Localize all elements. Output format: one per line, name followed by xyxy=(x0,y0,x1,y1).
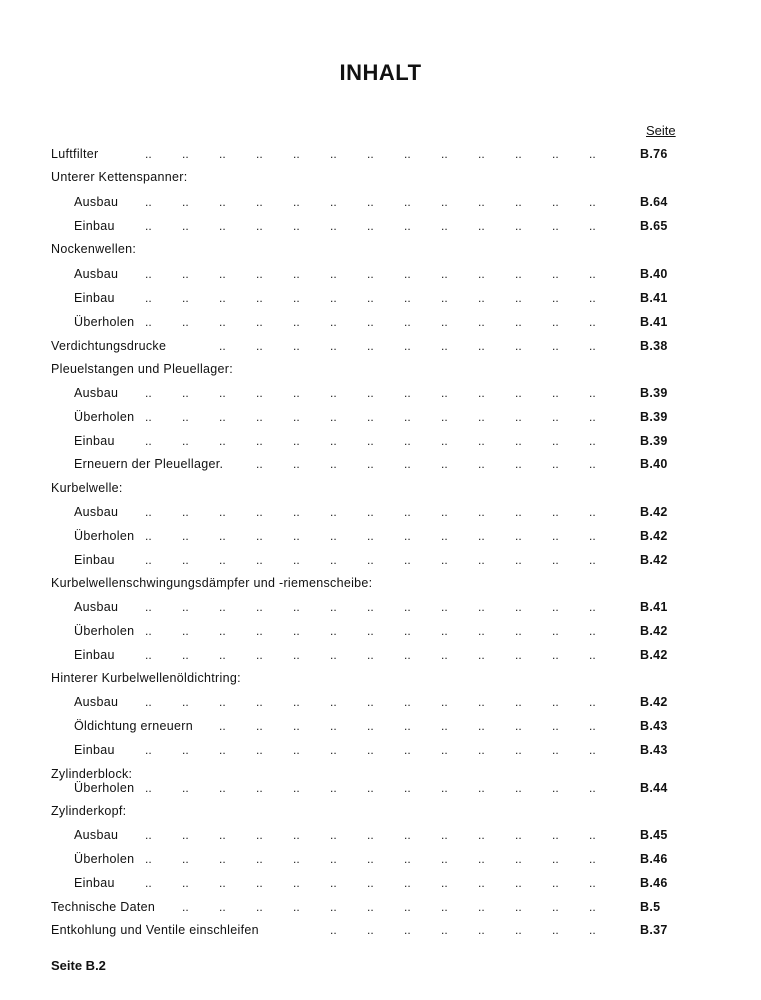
dot-leader: .. .. .. .. .. .. .. .. .. .. .. .. .. xyxy=(145,434,596,448)
toc-entry-page: B.40 xyxy=(640,267,668,281)
dot-leader: .. .. .. .. .. .. .. .. .. .. .. xyxy=(219,339,596,353)
dot-leader: .. .. .. .. .. .. .. .. .. .. .. .. .. xyxy=(145,648,596,662)
toc-entry-label: Verdichtungsdrucke xyxy=(51,339,167,353)
toc-entry-label: Hinterer Kurbelwellenöldichtring: xyxy=(51,671,241,685)
toc-entry-label: Luftfilter xyxy=(51,147,99,161)
toc-entry-label: Einbau xyxy=(74,434,115,448)
toc-entry-label: Zylinderkopf: xyxy=(51,804,127,818)
dot-leader: .. .. .. .. .. .. .. .. .. .. .. .. .. xyxy=(145,267,596,281)
toc-entry xyxy=(0,193,761,211)
toc-entry-page: B.42 xyxy=(640,624,668,638)
toc-entry-label: Entkohlung und Ventile einschleifen xyxy=(51,923,259,937)
toc-entry-page: B.41 xyxy=(640,291,668,305)
toc-entry xyxy=(0,455,761,473)
toc-entry-page: B.64 xyxy=(640,195,668,209)
toc-entry xyxy=(0,527,761,545)
toc-entry-page: B.43 xyxy=(640,719,668,733)
toc-entry xyxy=(0,360,761,378)
toc-entry xyxy=(0,646,761,664)
toc-entry-label: Technische Daten xyxy=(51,900,156,914)
toc-entry-label: Ausbau xyxy=(74,386,119,400)
toc-entry-label: Überholen xyxy=(74,315,135,329)
dot-leader: .. .. .. .. .. .. .. .. .. .. .. .. .. xyxy=(145,876,596,890)
dot-leader: .. .. .. .. .. .. .. .. .. .. .. .. .. xyxy=(145,624,596,638)
toc-entry xyxy=(0,850,761,868)
toc-entry-label: Ausbau xyxy=(74,600,119,614)
dot-leader: .. .. .. .. .. .. .. .. .. .. .. .. xyxy=(182,900,596,914)
toc-entry xyxy=(0,693,761,711)
toc-entry-page: B.42 xyxy=(640,648,668,662)
toc-entry-page: B.46 xyxy=(640,852,668,866)
toc-entry-label: Erneuern der Pleuellager. xyxy=(74,457,224,471)
toc-entry-label: Nockenwellen: xyxy=(51,242,137,256)
dot-leader: .. .. .. .. .. .. .. .. .. .. .. .. .. xyxy=(145,505,596,519)
toc-entry xyxy=(0,503,761,521)
toc-entry-label: Ausbau xyxy=(74,195,119,209)
toc-entry-page: B.37 xyxy=(640,923,668,937)
toc-entry-page: B.42 xyxy=(640,505,668,519)
page-footer: Seite B.2 xyxy=(51,958,106,973)
dot-leader: .. .. .. .. .. .. .. .. .. .. .. .. .. xyxy=(145,386,596,400)
toc-entry xyxy=(0,479,761,497)
toc-entry-page: B.44 xyxy=(640,781,668,795)
toc-entry-label: Einbau xyxy=(74,743,115,757)
toc-entry-page: B.45 xyxy=(640,828,668,842)
toc-entry xyxy=(0,574,761,592)
toc-entry-label: Überholen xyxy=(74,410,135,424)
dot-leader: .. .. .. .. .. .. .. .. .. .. .. .. .. xyxy=(145,600,596,614)
dot-leader: .. .. .. .. .. .. .. .. .. .. .. .. .. xyxy=(145,147,596,161)
toc-entry xyxy=(0,432,761,450)
toc-entry-label: Einbau xyxy=(74,553,115,567)
toc-entry-page: B.41 xyxy=(640,600,668,614)
toc-entry-label: Überholen xyxy=(74,529,135,543)
toc-entry-label: Ausbau xyxy=(74,505,119,519)
toc-entry xyxy=(0,802,761,820)
toc-entry-label: Einbau xyxy=(74,291,115,305)
toc-entry xyxy=(0,921,761,939)
toc-entry xyxy=(0,622,761,640)
toc-entry xyxy=(0,337,761,355)
toc-entry xyxy=(0,145,761,163)
dot-leader: .. .. .. .. .. .. .. .. .. .. .. xyxy=(219,719,596,733)
toc-entry-label: Unterer Kettenspanner: xyxy=(51,170,188,184)
toc-entry-page: B.42 xyxy=(640,553,668,567)
toc-entry xyxy=(0,874,761,892)
dot-leader: .. .. .. .. .. .. .. .. .. .. .. .. .. xyxy=(145,315,596,329)
dot-leader: .. .. .. .. .. .. .. .. .. .. .. .. .. xyxy=(145,291,596,305)
toc-entry-page: B.41 xyxy=(640,315,668,329)
toc-entry-page: B.38 xyxy=(640,339,668,353)
toc-entry xyxy=(0,265,761,283)
toc-entry-label: Kurbelwellenschwingungsdämpfer und -riemenscheibe: xyxy=(51,576,373,590)
toc-entry xyxy=(0,240,761,258)
toc-entry xyxy=(0,289,761,307)
toc-entry-page: B.42 xyxy=(640,529,668,543)
toc-entry-page: B.39 xyxy=(640,434,668,448)
toc-entry-label: Überholen xyxy=(74,781,135,795)
toc-entry xyxy=(0,598,761,616)
toc-entry-page: B.5 xyxy=(640,900,661,914)
dot-leader: .. .. .. .. .. .. .. .. xyxy=(330,923,596,937)
toc-entry xyxy=(0,551,761,569)
toc-entry xyxy=(0,408,761,426)
dot-leader: .. .. .. .. .. .. .. .. .. .. .. .. .. xyxy=(145,828,596,842)
dot-leader: .. .. .. .. .. .. .. .. .. .. .. .. .. xyxy=(145,529,596,543)
toc-entry-label: Überholen xyxy=(74,624,135,638)
toc-entry xyxy=(0,826,761,844)
toc-entry-label: Zylinderblock: xyxy=(51,767,133,781)
dot-leader: .. .. .. .. .. .. .. .. .. .. .. .. .. xyxy=(145,553,596,567)
toc-entry-page: B.42 xyxy=(640,695,668,709)
toc-entry-page: B.76 xyxy=(640,147,668,161)
toc-entry-label: Ausbau xyxy=(74,828,119,842)
dot-leader: .. .. .. .. .. .. .. .. .. .. .. .. .. xyxy=(145,695,596,709)
toc-entry xyxy=(0,217,761,235)
toc-entry-label: Pleuelstangen und Pleuellager: xyxy=(51,362,234,376)
toc-entry xyxy=(0,779,761,797)
toc-entry-page: B.65 xyxy=(640,219,668,233)
dot-leader: .. .. .. .. .. .. .. .. .. .. .. .. .. xyxy=(145,781,596,795)
toc-entry xyxy=(0,898,761,916)
toc-entry-label: Kurbelwelle: xyxy=(51,481,123,495)
dot-leader: .. .. .. .. .. .. .. .. .. .. xyxy=(256,457,596,471)
toc-entry-label: Überholen xyxy=(74,852,135,866)
dot-leader: .. .. .. .. .. .. .. .. .. .. .. .. .. xyxy=(145,852,596,866)
dot-leader: .. .. .. .. .. .. .. .. .. .. .. .. .. xyxy=(145,743,596,757)
toc-entry-label: Ausbau xyxy=(74,695,119,709)
dot-leader: .. .. .. .. .. .. .. .. .. .. .. .. .. xyxy=(145,195,596,209)
toc-entry-page: B.43 xyxy=(640,743,668,757)
toc-entry-page: B.39 xyxy=(640,386,668,400)
toc-entry-page: B.46 xyxy=(640,876,668,890)
toc-entry-page: B.39 xyxy=(640,410,668,424)
toc-entry-label: Einbau xyxy=(74,876,115,890)
toc-entry xyxy=(0,313,761,331)
page-column-header: Seite xyxy=(646,123,676,138)
toc-entry xyxy=(0,717,761,735)
toc-entry xyxy=(0,741,761,759)
toc-entry-label: Öldichtung erneuern xyxy=(74,719,193,733)
toc-entry-label: Einbau xyxy=(74,648,115,662)
dot-leader: .. .. .. .. .. .. .. .. .. .. .. .. .. xyxy=(145,410,596,424)
page-title: INHALT xyxy=(339,60,422,85)
toc-entry-label: Ausbau xyxy=(74,267,119,281)
dot-leader: .. .. .. .. .. .. .. .. .. .. .. .. .. xyxy=(145,219,596,233)
toc-entry xyxy=(0,384,761,402)
toc-entry-label: Einbau xyxy=(74,219,115,233)
toc-entry xyxy=(0,168,761,186)
toc-entry xyxy=(0,669,761,687)
toc-entry-page: B.40 xyxy=(640,457,668,471)
